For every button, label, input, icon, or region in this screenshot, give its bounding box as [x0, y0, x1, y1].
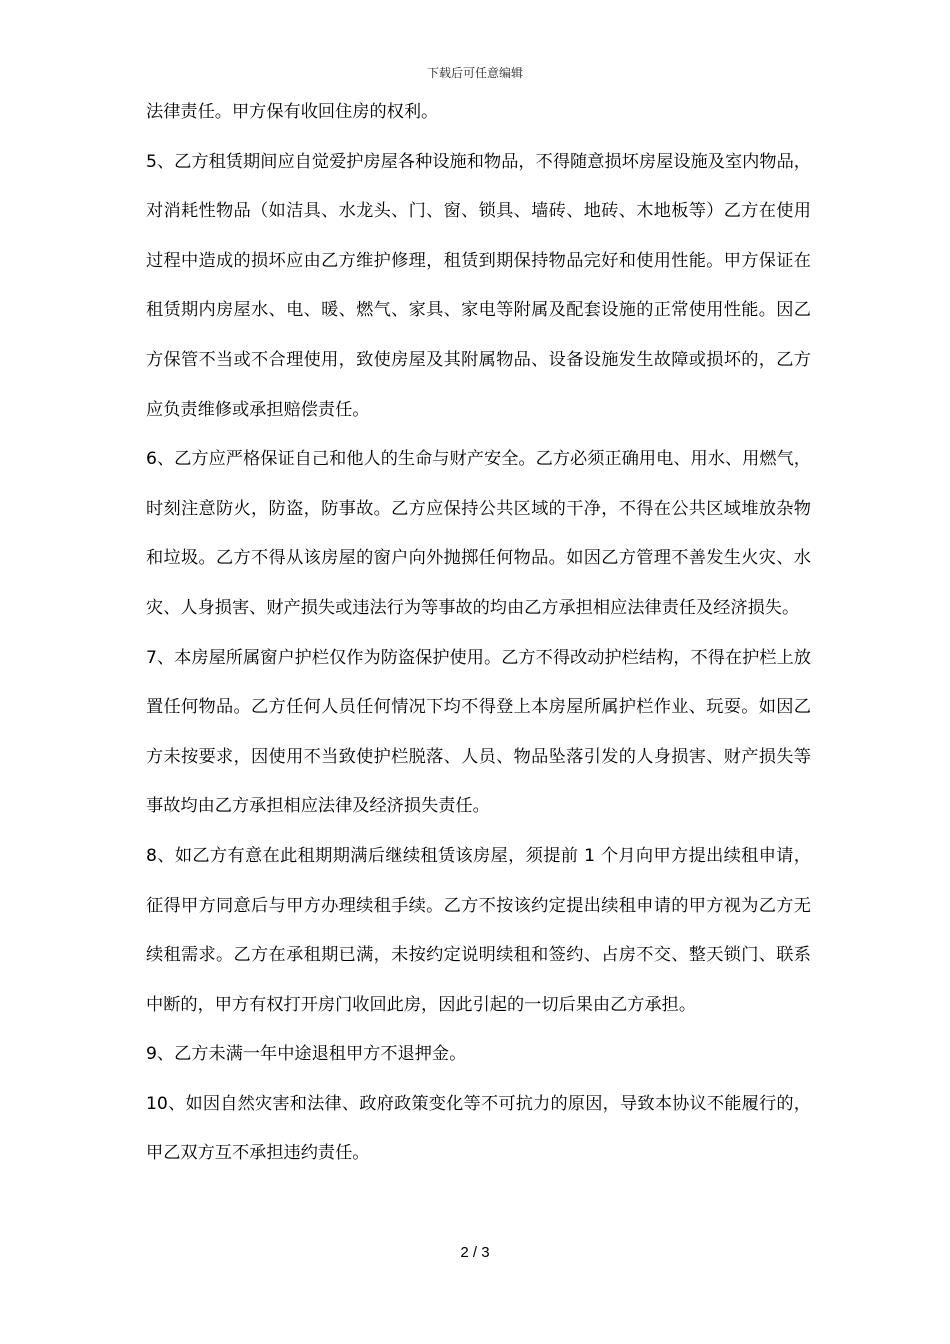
- paragraph-clause-9: 9、乙方未满一年中途退租甲方不退押金。: [146, 1044, 467, 1065]
- page-header: 下载后可任意编辑: [426, 66, 523, 80]
- page-number: 2 / 3: [460, 1244, 490, 1261]
- paragraph-clause-8: 8、如乙方有意在此租期期满后继续租赁该房屋，须提前 1 个月向甲方提出续租申请，征得甲方同意后与甲方办理续租手续。乙方不按该约定提出续租申请的甲方视为乙方无续租需求。乙方在承租期已满，未按约定说明续租和签约、占房不交、整天锁门、联系中断的，甲方有权打开房门收回此房，因此引起的一切后果由乙方承担。: [146, 845, 811, 1015]
- paragraph-clause-7: 7、本房屋所属窗户护栏仅作为防盗保护使用。乙方不得改动护栏结构，不得在护栏上放置任何物品。乙方任何人员任何情况下均不得登上本房屋所属护栏作业、玩耍。如因乙方未按要求，因使用不当致使护栏脱落、人员、物品坠落引发的人身损害、财产损失等事故均由乙方承担相应法律及经济损失责任。: [146, 647, 811, 817]
- paragraph-clause-6: 6、乙方应严格保证自己和他人的生命与财产安全。乙方必须正确用电、用水、用燃气，时刻注意防火，防盗，防事故。乙方应保持公共区域的干净，不得在公共区域堆放杂物和垃圾。乙方不得从该房屋的窗户向外抛掷任何物品。如因乙方管理不善发生火灾、水灾、人身损害、财产损失或违法行为等事故的均由乙方承担相应法律责任及经济损失。: [146, 449, 811, 618]
- paragraph-continuation: 法律责任。甲方保有收回住房的权利。: [146, 102, 439, 122]
- document-body: [146, 88, 811, 1179]
- paragraph-clause-5: 5、乙方租赁期间应自觉爱护房屋各种设施和物品，不得随意损坏房屋设施及室内物品，对消耗性物品（如洁具、水龙头、门、窗、锁具、墙砖、地砖、木地板等）乙方在使用过程中造成的损坏应由乙方维护修理，租赁到期保持物品完好和使用性能。甲方保证在租赁期内房屋水、电、暖、燃气、家具、家电等附属及配套设施的正常使用性能。因乙方保管不当或不合理使用，致使房屋及其附属物品、设备设施发生故障或损坏的，乙方应负责维修或承担赔偿责任。: [146, 151, 811, 420]
- paragraph-clause-10: 10、如因自然灾害和法律、政府政策变化等不可抗力的原因，导致本协议不能履行的，甲乙双方互不承担违约责任。: [146, 1093, 811, 1164]
